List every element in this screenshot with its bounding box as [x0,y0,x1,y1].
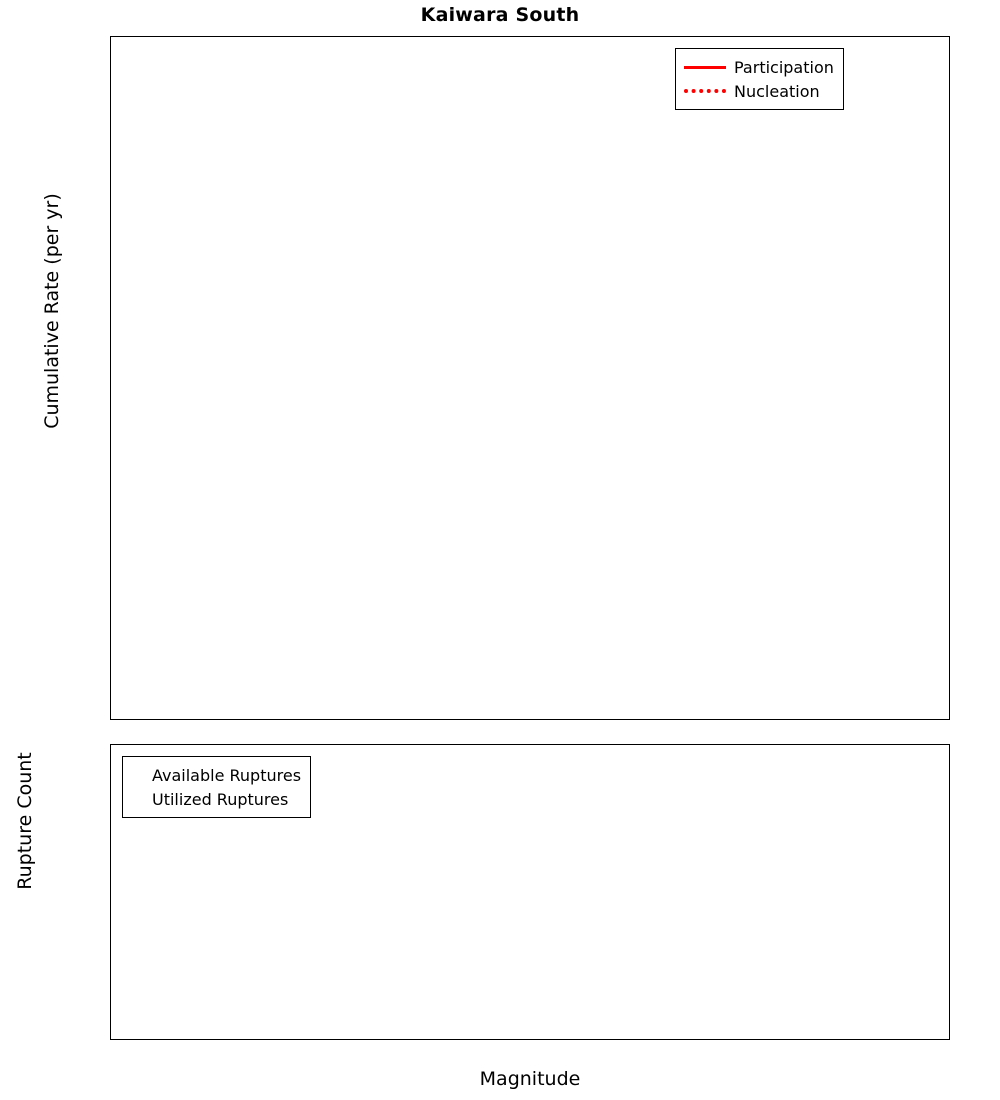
legend-label-nucleation: Nucleation [734,81,820,101]
top-y-axis-label: Cumulative Rate (per yr) [41,193,63,429]
legend-item-participation [684,55,834,79]
legend-item-nucleation [684,79,834,103]
magnitude-frequency-plot [110,36,950,720]
legend-item-utilized [131,787,301,811]
top-legend [675,48,844,110]
page-title: Kaiwara South [420,4,580,26]
utilized-ruptures-swatch [131,793,144,806]
legend-label-available: Available Ruptures [152,765,302,785]
top-data-layer [111,37,949,719]
nucleation-line-swatch [684,89,726,93]
bottom-y-axis-label: Rupture Count [14,752,36,890]
legend-label-utilized: Utilized Ruptures [152,789,289,809]
bottom-legend [122,756,311,818]
available-ruptures-swatch [131,769,144,782]
mfd-curves [111,37,949,719]
participation-line-swatch [684,66,726,69]
x-axis-label: Magnitude [479,1068,581,1090]
legend-item-available [131,763,301,787]
legend-label-participation: Participation [734,57,834,77]
